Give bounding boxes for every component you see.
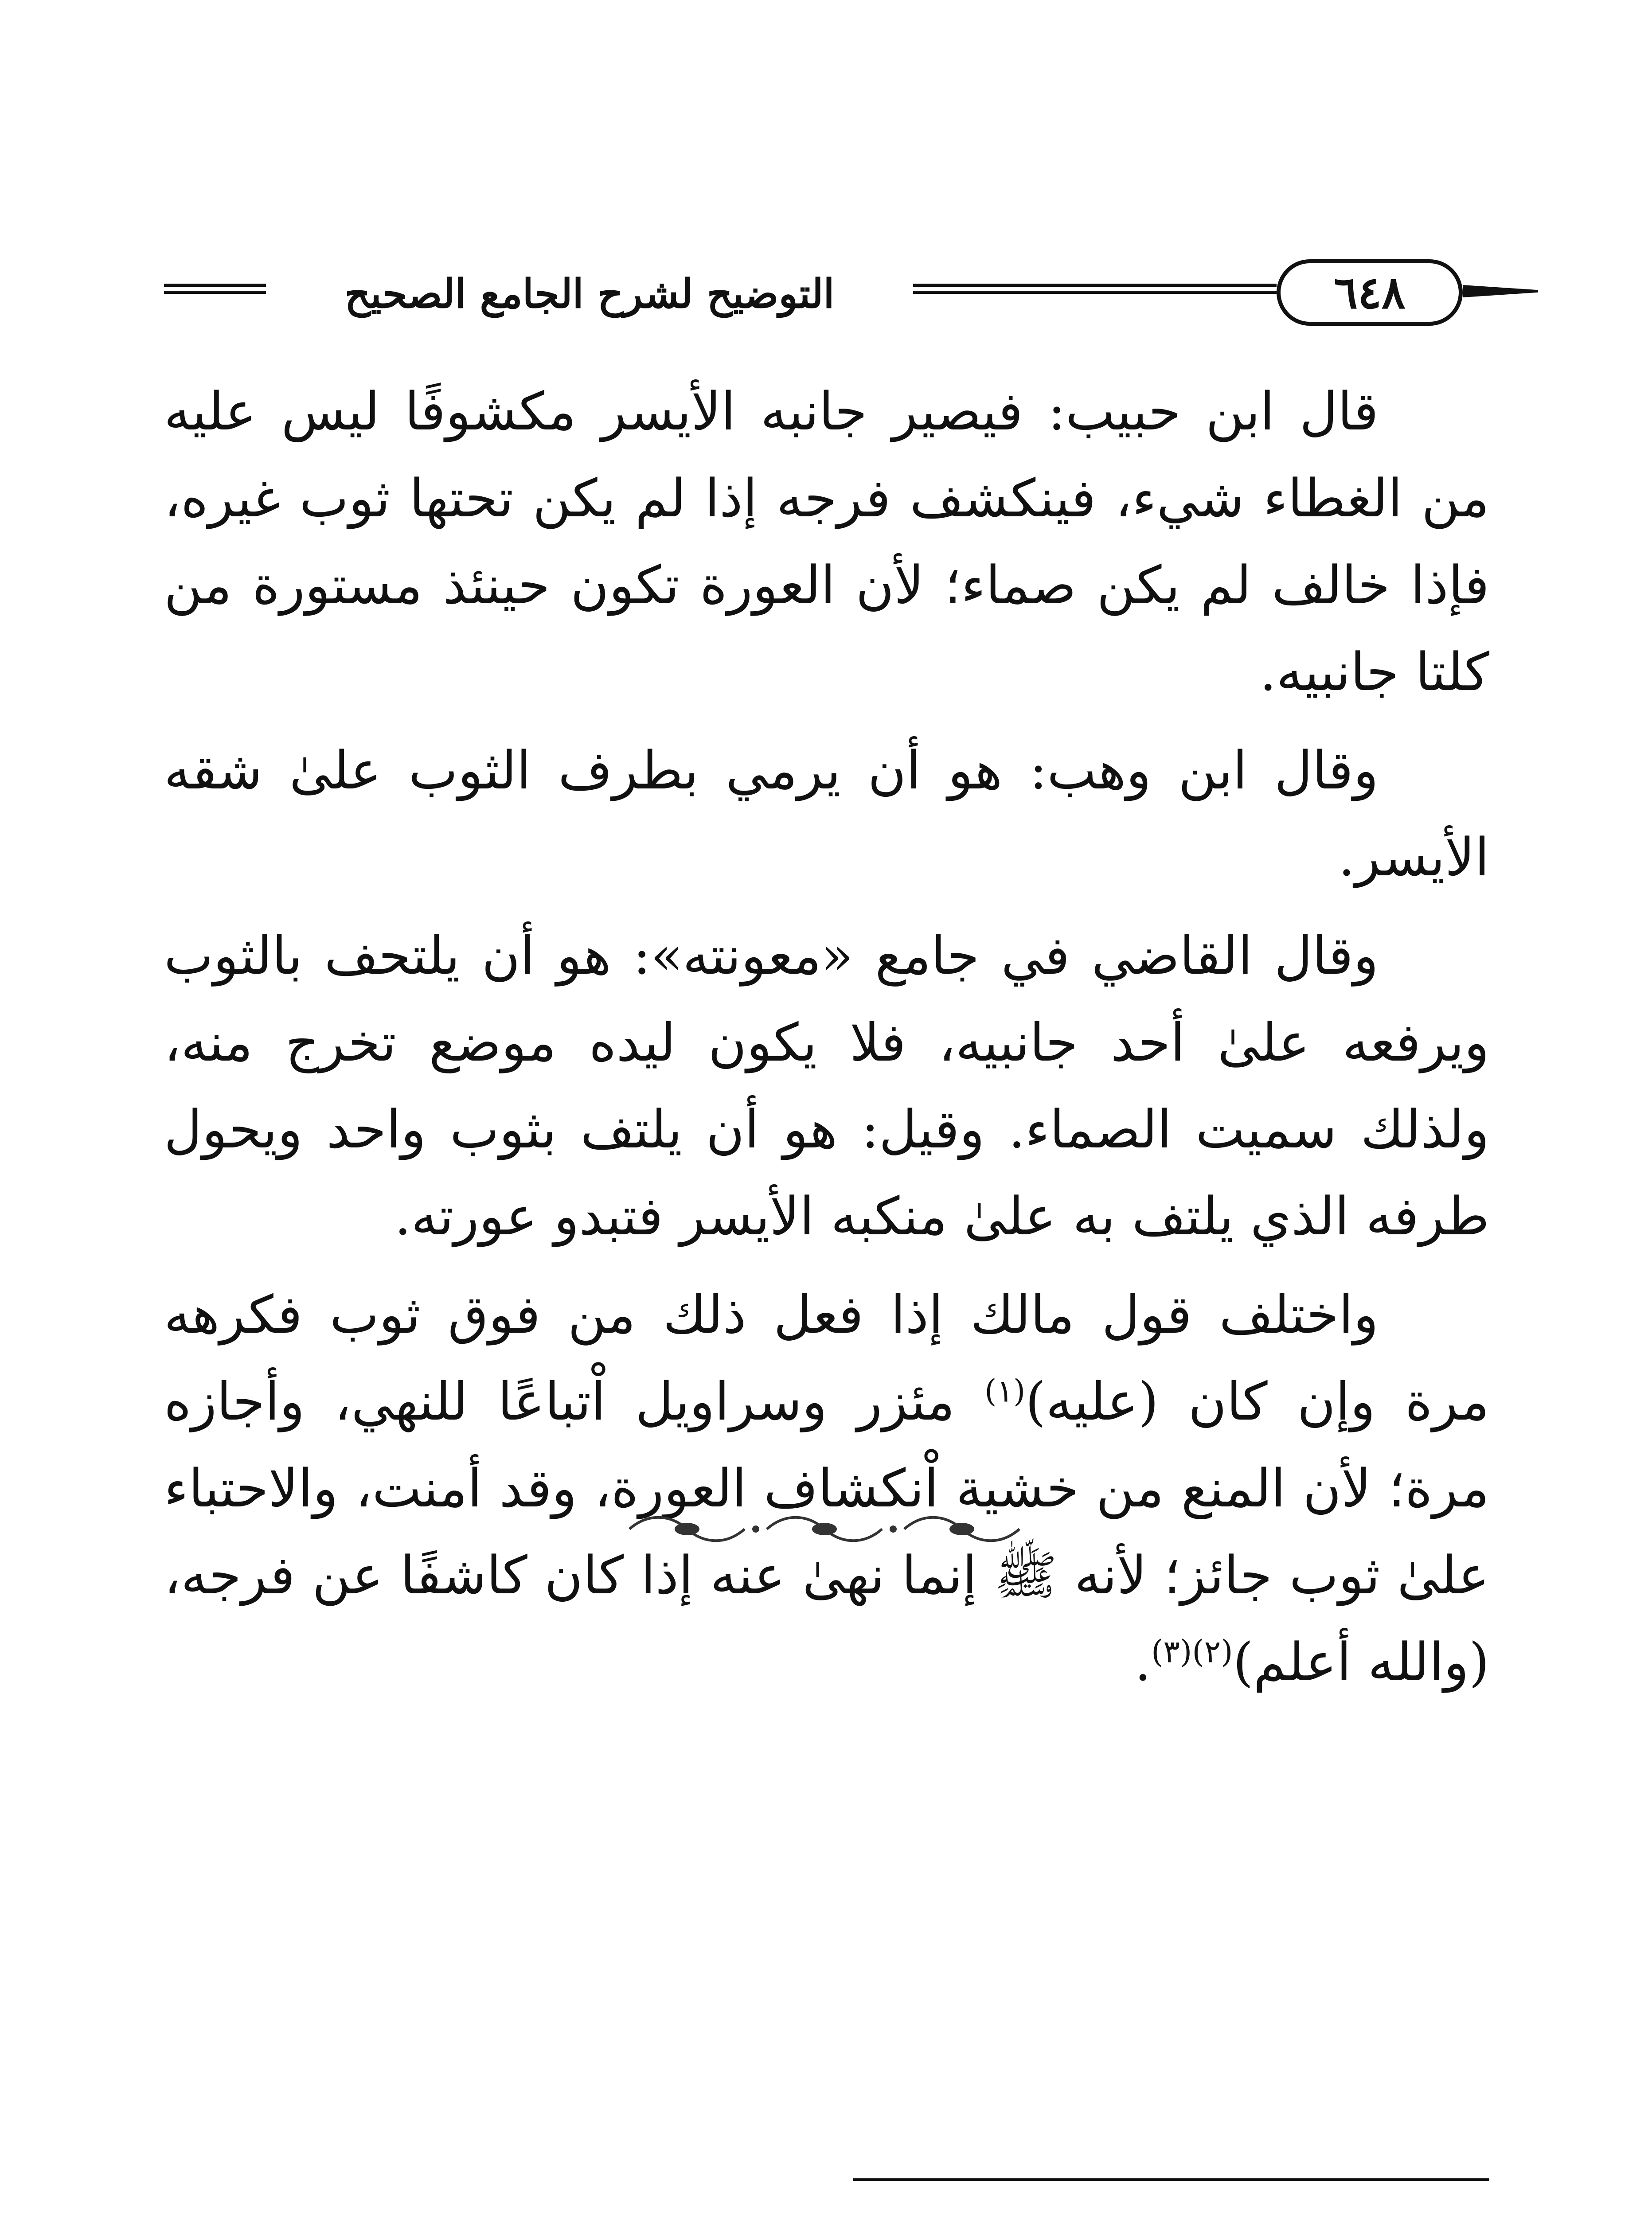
footnote-ref-2-3: (٢)(٣) xyxy=(1151,1633,1233,1670)
paragraph-2-text: وقال ابن وهب: هو أن يرمي بطرف الثوب علىٰ شقه الأيسر. xyxy=(164,740,1489,888)
paragraph-2 xyxy=(164,727,1489,901)
header-rule-right xyxy=(1463,285,1538,297)
header-rule-middle xyxy=(913,284,1277,294)
paragraph-4-text-a: واختلف قول مالك إذا فعل ذلك من فوق ثوب فكرهه مرة وإن كان (عليه) xyxy=(164,1284,1490,1432)
paragraph-4-text-c: . xyxy=(1134,1631,1152,1693)
page-number: ٦٤٨ xyxy=(1334,266,1406,319)
paragraph-4-text-b: مئزر وسراويل اْتباعًا للنهي، وأجازه مرة؛ لأن المنع من خشية اْنكشاف العورة، وقد أمنت، والاحتباء علىٰ ثوب جائز؛ لأنه ﷺ إنما نهىٰ عنه إذا كان كاشفًا عن فرجه، (والله أعلم) xyxy=(164,1371,1489,1693)
header-title: التوضيح لشرح الجامع الصحيح xyxy=(344,270,835,317)
header-rule-left xyxy=(164,284,266,294)
footnote-ref-1: (١) xyxy=(984,1373,1026,1409)
running-header xyxy=(164,259,1538,335)
footnote-1-number xyxy=(1405,2205,1480,2216)
page-number-badge xyxy=(1277,259,1463,326)
paragraph-4 xyxy=(164,1271,1489,1705)
paragraph-3 xyxy=(164,912,1489,1260)
ornament-divider-icon xyxy=(621,1509,1037,1549)
footnote-1 xyxy=(164,2205,1489,2216)
paragraph-3-text: وقال القاضي في جامع «معونته»: هو أن يلتحف بالثوب ويرفعه علىٰ أحد جانبيه، فلا يكون ليده موضع تخرج منه، ولذلك سميت الصماء. وقيل: هو أن يلتف بثوب واحد ويحول طرفه الذي يلتف به علىٰ منكبه الأيسر فتبدو عورته. xyxy=(164,925,1489,1247)
footnote-separator xyxy=(853,2178,1489,2181)
paragraph-1-text: قال ابن حبيب: فيصير جانبه الأيسر مكشوفًا ليس عليه من الغطاء شيء، فينكشف فرجه إذا لم يكن تحتها ثوب غيره، فإذا خالف لم يكن صماء؛ لأن العورة تكون حينئذ مستورة من كلتا جانبيه. xyxy=(164,381,1489,702)
footnotes xyxy=(164,2205,1489,2216)
paragraph-1 xyxy=(164,368,1489,715)
